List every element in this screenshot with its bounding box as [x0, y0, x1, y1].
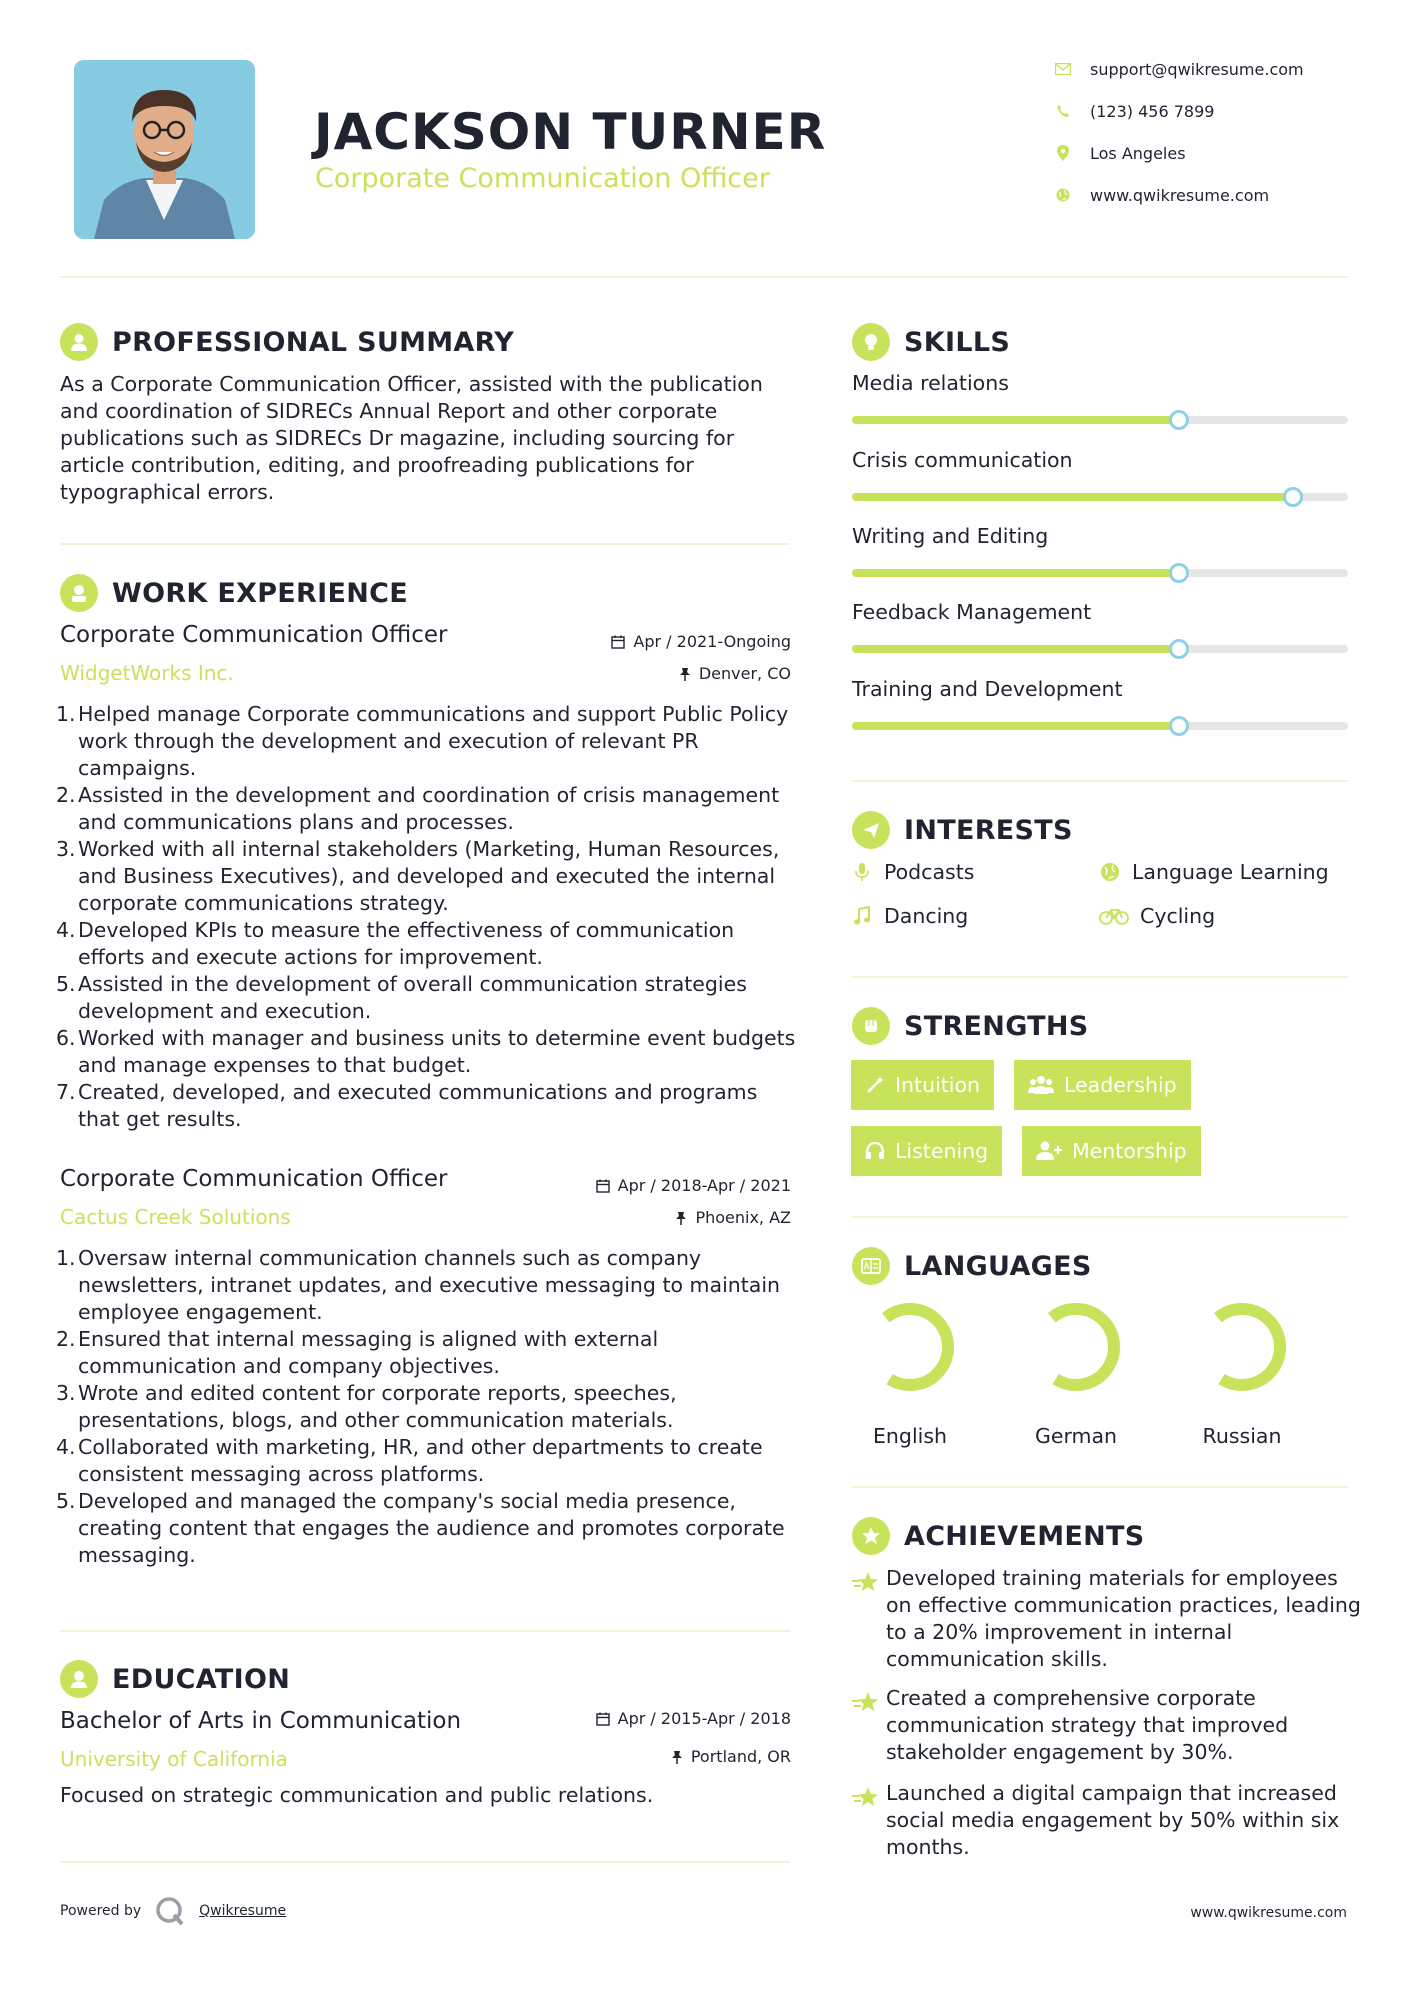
user-plus-icon: [1036, 1141, 1062, 1161]
list-item: 7. Created, developed, and executed communications and programs that get results.: [56, 1080, 758, 1131]
achievement-text: Launched a digital campaign that increased social media engagement by 50% within six months.: [886, 1781, 1340, 1859]
education-location-text: Portland, OR: [690, 1747, 791, 1766]
education-divider: [60, 1861, 790, 1863]
strength-label: Leadership: [1064, 1073, 1177, 1097]
job-1-location: [679, 664, 791, 683]
education-location: [671, 1747, 791, 1766]
degree: Bachelor of Arts in Communication: [60, 1708, 462, 1734]
summary-text: As a Corporate Communication Officer, assisted with the publication and coordination of SIDRECs Annual Report and other corporate publications such as SIDRECs Dr magazine, including sourcing for article contribution, editing, and proofreading publications for typographical errors.: [60, 372, 763, 504]
job-2-company: Cactus Creek Solutions: [60, 1205, 291, 1229]
strength-chip: [1014, 1060, 1191, 1110]
language-ring-arc: [1052, 1309, 1114, 1385]
skill-bar: [852, 722, 1348, 730]
strength-chip: [851, 1060, 994, 1110]
job-2-bullets: [56, 1245, 800, 1569]
contact-email-text: support@qwikresume.com: [1090, 59, 1304, 79]
job-1-company: WidgetWorks Inc.: [60, 661, 234, 685]
summary-heading: [60, 322, 514, 362]
calendar-icon: [596, 1712, 610, 1726]
work-divider: [60, 1630, 790, 1632]
education-title: EDUCATION: [112, 1663, 291, 1695]
contact-location: [1052, 138, 1382, 168]
list-item: 2. Ensured that internal messaging is aligned with external communication and company objectives.: [56, 1327, 659, 1378]
job-2-title: Corporate Communication Officer: [60, 1166, 448, 1192]
work-heading: [60, 573, 408, 613]
job-1-dates: [611, 632, 791, 651]
header-divider: [60, 276, 1348, 278]
interest-item: [1098, 860, 1329, 884]
language-icon: [852, 1247, 890, 1285]
job-1-bullets: [56, 701, 800, 1133]
skills-heading: [852, 322, 1010, 362]
skill-fill: [852, 416, 1179, 424]
skill-knob: [1169, 563, 1189, 583]
job-2-dates-text: Apr / 2018-Apr / 2021: [617, 1176, 791, 1195]
magic-wand-icon: [865, 1075, 885, 1095]
education-description: Focused on strategic communication and public relations.: [60, 1783, 654, 1807]
school: University of California: [60, 1747, 288, 1771]
strength-label: Mentorship: [1072, 1139, 1187, 1163]
skill-fill: [852, 722, 1179, 730]
job-1-title: Corporate Communication Officer: [60, 622, 448, 648]
skill-knob: [1283, 487, 1303, 507]
achievement-text: Created a comprehensive corporate communication strategy that improved stakeholder engagement by 30%.: [886, 1686, 1289, 1764]
interest-item: [1098, 904, 1215, 928]
calendar-icon: [611, 635, 625, 649]
map-pin-icon: [1052, 142, 1074, 164]
profile-photo: [74, 60, 255, 239]
language-name: German: [1034, 1424, 1118, 1448]
language-ring-arc: [886, 1309, 948, 1385]
candidate-title: Corporate Communication Officer: [315, 163, 770, 194]
language-name: Russian: [1202, 1424, 1282, 1448]
list-item: 1. Oversaw internal communication channels such as company newsletters, intranet updates, and executive messaging to maintain employee engagement.: [56, 1246, 781, 1324]
pin-icon: [675, 1211, 687, 1225]
powered-by-label: Powered by: [60, 1903, 142, 1919]
fist-icon: [852, 1007, 890, 1045]
headphones-icon: [865, 1141, 885, 1161]
briefcase-icon: [60, 574, 98, 612]
interest-label: Cycling: [1140, 904, 1216, 928]
pin-icon: [679, 667, 691, 681]
users-icon: [1028, 1075, 1054, 1095]
skill-fill: [852, 493, 1293, 501]
contact-location-text: Los Angeles: [1090, 143, 1186, 163]
interests-title: INTERESTS: [904, 814, 1073, 846]
star-icon: [852, 1780, 886, 1861]
star-icon: [852, 1565, 886, 1673]
language-name: English: [872, 1424, 948, 1448]
languages-divider: [852, 1486, 1348, 1488]
languages-heading: [852, 1246, 1092, 1286]
calendar-icon: [596, 1179, 610, 1193]
achievement-item: [852, 1780, 1362, 1861]
strengths-title: STRENGTHS: [904, 1010, 1089, 1042]
language-ring: [1195, 1300, 1289, 1394]
skill-bar: [852, 416, 1348, 424]
footer-website[interactable]: www.qwikresume.com: [1190, 1905, 1347, 1921]
pin-icon: [671, 1750, 683, 1764]
list-item: 6. Worked with manager and business units to determine event budgets and manage expenses to that budget.: [56, 1026, 796, 1077]
languages-title: LANGUAGES: [904, 1250, 1092, 1282]
job-1-dates-text: Apr / 2021-Ongoing: [633, 632, 791, 651]
interests-heading: [852, 810, 1073, 850]
achievement-item: [852, 1685, 1362, 1766]
strength-chip: [851, 1126, 1002, 1176]
skills-divider: [852, 780, 1348, 782]
strengths-divider: [852, 1216, 1348, 1218]
music-note-icon: [850, 906, 874, 926]
contact-website-text: www.qwikresume.com: [1090, 185, 1270, 205]
list-item: 2. Assisted in the development and coordination of crisis management and communications plans and processes.: [56, 783, 780, 834]
contact-phone-text: (123) 456 7899: [1090, 101, 1215, 121]
job-2-location: [675, 1208, 791, 1227]
lightbulb-icon: [852, 323, 890, 361]
contact-email[interactable]: [1052, 54, 1382, 84]
job-1-location-text: Denver, CO: [698, 664, 791, 683]
language-item: [1182, 1300, 1302, 1448]
skill-knob: [1169, 639, 1189, 659]
paper-plane-icon: [852, 811, 890, 849]
list-item: 5. Assisted in the development of overall communication strategies development and execution.: [56, 972, 747, 1023]
candidate-name: JACKSON TURNER: [314, 103, 827, 161]
job-2-dates: [596, 1176, 791, 1195]
summary-divider: [60, 543, 790, 545]
skill-name: Feedback Management: [852, 600, 1092, 624]
skill-name: Crisis communication: [852, 448, 1073, 472]
list-item: 4. Collaborated with marketing, HR, and other departments to create consistent messaging across platforms.: [56, 1435, 763, 1486]
achievements-title: ACHIEVEMENTS: [904, 1520, 1145, 1552]
list-item: 4. Developed KPIs to measure the effectiveness of communication efforts and execute actions for improvement.: [56, 918, 735, 969]
skill-bar: [852, 569, 1348, 577]
summary-title: PROFESSIONAL SUMMARY: [112, 326, 515, 358]
list-item: 3. Wrote and edited content for corporate reports, speeches, presentations, blogs, and other communication materials.: [56, 1381, 677, 1432]
interest-label: Dancing: [884, 904, 969, 928]
skill-knob: [1169, 716, 1189, 736]
skill-bar: [852, 493, 1348, 501]
strengths-heading: [852, 1006, 1089, 1046]
achievements-heading: [852, 1516, 1145, 1556]
contact-website[interactable]: [1052, 180, 1382, 210]
globe-icon: [1052, 184, 1074, 206]
contact-phone[interactable]: [1052, 96, 1382, 126]
microphone-icon: [850, 862, 874, 882]
qwikresume-link[interactable]: Qwikresume: [199, 1903, 287, 1919]
strength-chip: [1022, 1126, 1201, 1176]
achievement-text: Developed training materials for employees on effective communication practices, leading to a 20% improvement in internal communication skills.: [886, 1566, 1361, 1671]
skill-name: Media relations: [852, 371, 1009, 395]
strength-label: Intuition: [895, 1073, 981, 1097]
list-item: 1. Helped manage Corporate communications and support Public Policy work through the development and execution of relevant PR campaigns.: [56, 702, 789, 780]
skill-fill: [852, 645, 1179, 653]
language-ring: [1029, 1300, 1123, 1394]
interests-divider: [852, 976, 1348, 978]
skill-fill: [852, 569, 1179, 577]
language-item: [1016, 1300, 1136, 1448]
strength-label: Listening: [895, 1139, 989, 1163]
qwikresume-logo-icon: [155, 1896, 185, 1926]
list-item: 5. Developed and managed the company's social media presence, creating content that engages the audience and promotes corporate messaging.: [56, 1489, 785, 1567]
skill-bar: [852, 645, 1348, 653]
language-ring-arc: [1218, 1309, 1280, 1385]
interest-item: [850, 860, 974, 884]
education-dates: [596, 1709, 791, 1728]
skills-title: SKILLS: [904, 326, 1011, 358]
work-title: WORK EXPERIENCE: [112, 577, 408, 609]
globe-icon: [1098, 862, 1122, 882]
phone-icon: [1052, 100, 1074, 122]
language-ring: [863, 1300, 957, 1394]
education-heading: [60, 1659, 290, 1699]
job-2-location-text: Phoenix, AZ: [695, 1208, 791, 1227]
skill-knob: [1169, 410, 1189, 430]
star-badge-icon: [852, 1517, 890, 1555]
list-item: 3. Worked with all internal stakeholders (Marketing, Human Resources, and Business Executives), and developed and executed the internal corporate communications strategy.: [56, 837, 780, 915]
skill-name: Training and Development: [852, 677, 1123, 701]
mail-icon: [1052, 58, 1074, 80]
achievement-item: [852, 1565, 1362, 1673]
interest-label: Language Learning: [1132, 860, 1329, 884]
skill-name: Writing and Editing: [852, 524, 1049, 548]
graduate-icon: [60, 1660, 98, 1698]
user-icon: [60, 323, 98, 361]
education-dates-text: Apr / 2015-Apr / 2018: [617, 1709, 791, 1728]
footer-powered-by: [60, 1896, 286, 1926]
interest-item: [850, 904, 968, 928]
star-icon: [852, 1685, 886, 1766]
bicycle-icon: [1098, 907, 1130, 925]
interest-label: Podcasts: [884, 860, 975, 884]
language-item: [850, 1300, 970, 1448]
